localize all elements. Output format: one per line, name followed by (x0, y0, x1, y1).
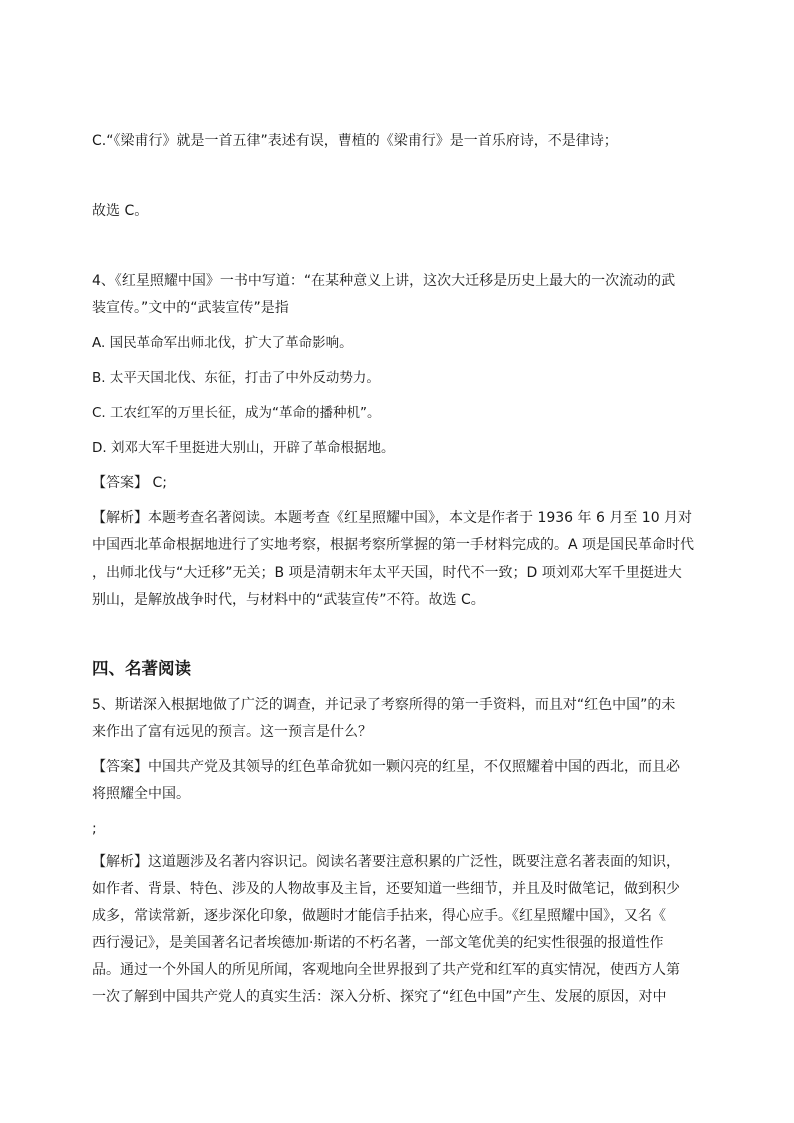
q3-option-c-note: C.“《梁甫行》就是一首五律”表述有误，曹植的《梁甫行》是一首乐府诗，不是律诗； (92, 133, 618, 149)
q5-stem-line2: 来作出了富有远见的预言。这一预言是什么？ (92, 724, 372, 740)
q5-answer-line1: 【答案】中国共产党及其领导的红色革命犹如一颗闪亮的红星，不仅照耀着中国的西北，而且必 (92, 759, 680, 775)
q5-answer-line2: 将照耀全中国。 (92, 786, 190, 802)
q5-analysis-line6: 一次了解到中国共产党人的真实生活：深入分析、探究了“红色中国”产生、发展的原因，对中 (92, 989, 667, 1005)
q4-stem-line1: 4、《红星照耀中国》一书中写道：“在某种意义上讲，这次大迁移是历史上最大的一次流动的武 (92, 273, 676, 289)
q4-option-b: B. 太平天国北伐、东征，打击了中外反动势力。 (92, 370, 380, 386)
q4-option-c: C. 工农红军的万里长征，成为“革命的播种机”。 (92, 405, 381, 421)
q4-analysis-line2: 中国西北革命根据地进行了实地考察，根据考察所掌握的第一手材料完成的。A 项是国民革命时代 (92, 537, 695, 553)
q5-analysis-line1: 【解析】这道题涉及名著内容识记。阅读名著要注意积累的广泛性，既要注意名著表面的知识， (92, 854, 680, 870)
q5-analysis-line4: 西行漫记》，是美国著名记者埃德加·斯诺的不朽名著，一部文笔优美的纪实性很强的报道性作 (92, 935, 664, 951)
q4-answer: 【答案】 C; (92, 475, 167, 491)
q4-stem-line2: 装宣传。”文中的“武装宣传”是指 (92, 300, 289, 316)
q4-analysis-line3: ，出师北伐与“大迁移”无关；B 项是清朝末年太平天国，时代不一致；D 项刘邓大军千里挺进大 (92, 565, 682, 581)
q5-separator: ; (92, 821, 97, 837)
q4-analysis-line1: 【解析】本题考查名著阅读。本题考查《红星照耀中国》，本文是作者于 1936 年 6 月至 10 月对 (92, 510, 693, 526)
q3-conclusion: 故选 C。 (92, 203, 149, 219)
q5-analysis-line5: 品。通过一个外国人的所见所闻，客观地向全世界报到了共产党和红军的真实情况，使西方人第 (92, 962, 680, 978)
q4-analysis-line4: 别山，是解放战争时代，与材料中的“武装宣传”不符。故选 C。 (92, 592, 485, 608)
section-title: 四、名著阅读 (92, 659, 191, 678)
q5-analysis-line3: 成多，常读常新，逐步深化印象，做题时才能信手拈来，得心应手。《红星照耀中国》，又名《 (92, 908, 666, 924)
q5-stem-line1: 5、斯诺深入根据地做了广泛的调查，并记录了考察所得的第一手资料，而且对“红色中国”的未 (92, 697, 676, 713)
q4-option-d: D. 刘邓大军千里挺进大别山，开辟了革命根据地。 (92, 440, 395, 456)
q5-analysis-line2: 如作者、背景、特色、涉及的人物故事及主旨，还要知道一些细节，并且及时做笔记，做到积少 (92, 881, 680, 897)
q4-option-a: A. 国民革命军出师北伐，扩大了革命影响。 (92, 335, 353, 351)
